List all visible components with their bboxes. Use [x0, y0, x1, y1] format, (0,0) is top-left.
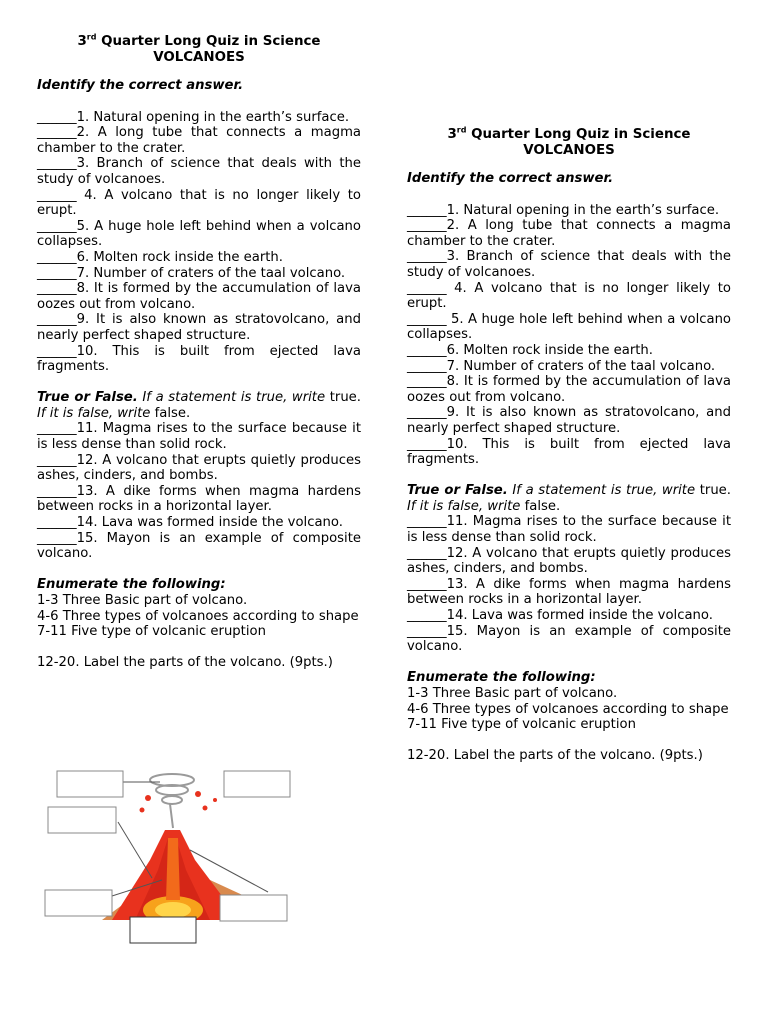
title-text: Quarter Long Quiz in Science	[96, 34, 321, 49]
quiz-column-right	[407, 127, 731, 764]
question-item: ______14. Lava was formed inside the volcano.	[407, 608, 713, 624]
true-false-instructions	[37, 390, 361, 421]
magma-core	[155, 902, 191, 918]
vent-conduit	[166, 838, 180, 900]
true-false-list	[407, 514, 731, 654]
tf-instruction-part: If a statement is true, write	[137, 390, 330, 406]
question-item: ______3. Branch of science that deals with the study of volcanoes.	[37, 156, 361, 187]
title-number: 3	[77, 34, 87, 49]
question-item: ______9. It is also known as stratovolcano, and nearly perfect shaped structure.	[37, 312, 361, 343]
quiz-title	[407, 127, 731, 143]
title-text: Quarter Long Quiz in Science	[466, 127, 691, 142]
question-item: ______14. Lava was formed inside the volcano.	[37, 515, 343, 531]
true-false-list	[37, 421, 361, 561]
question-item: ______15. Mayon is an example of composite volcano.	[407, 623, 731, 655]
tf-word-true: true.	[699, 483, 731, 499]
question-item: ______6. Molten rock inside the earth.	[37, 249, 283, 265]
enumerate-item: 7-11 Five type of volcanic eruption	[37, 624, 266, 640]
identify-heading: Identify the correct answer.	[37, 78, 244, 93]
label-box[interactable]	[220, 895, 287, 921]
label-box[interactable]	[224, 771, 290, 797]
identify-list	[407, 203, 731, 468]
tf-instruction-part: If it is false, write	[37, 405, 155, 421]
quiz-subtitle: VOLCANOES	[153, 50, 245, 65]
quiz-column-left	[37, 34, 361, 671]
true-false-heading: True or False.	[407, 483, 508, 499]
tf-word-false: false.	[524, 498, 561, 514]
label-box[interactable]	[57, 771, 123, 797]
label-box[interactable]	[48, 807, 116, 833]
title-number: 3	[447, 127, 457, 142]
tf-instruction-part: If it is false, write	[407, 498, 525, 514]
volcano-diagram	[40, 760, 300, 950]
question-item: ______8. It is formed by the accumulation of lava oozes out from volcano.	[407, 374, 731, 405]
enumerate-item: 4-6 Three types of volcanoes according to shape	[37, 608, 359, 624]
question-item: ______11. Magma rises to the surface because it is less dense than solid rock.	[407, 514, 731, 546]
question-item: ______2. A long tube that connects a magma chamber to the crater.	[407, 218, 731, 249]
label-instruction: 12-20. Label the parts of the volcano. (9pts.)	[37, 655, 333, 671]
enumerate-item: 1-3 Three Basic part of volcano.	[37, 593, 248, 608]
enumerate-item: 1-3 Three Basic part of volcano.	[407, 686, 618, 701]
question-item: ______ 5. A huge hole left behind when a volcano collapses.	[407, 311, 731, 343]
identify-heading: Identify the correct answer.	[407, 171, 614, 186]
question-item: ______7. Number of craters of the taal volcano.	[407, 358, 716, 374]
question-item: ______ 4. A volcano that is no longer likely to erupt.	[37, 187, 361, 219]
question-item: ______13. A dike forms when magma hardens between rocks in a horizontal layer.	[407, 576, 731, 608]
question-item: ______8. It is formed by the accumulation of lava oozes out from volcano.	[37, 281, 361, 312]
true-false-heading: True or False.	[37, 390, 138, 406]
identify-list	[37, 110, 361, 375]
enumerate-heading: Enumerate the following:	[407, 670, 596, 686]
enumerate-item: 7-11 Five type of volcanic eruption	[407, 717, 636, 733]
title-ordinal: rd	[86, 32, 97, 42]
enumerate-list	[37, 593, 361, 640]
question-item: ______3. Branch of science that deals with the study of volcanoes.	[407, 249, 731, 280]
question-item: ______9. It is also known as stratovolcano, and nearly perfect shaped structure.	[407, 405, 731, 436]
question-item: ______12. A volcano that erupts quietly produces ashes, cinders, and bombs.	[37, 452, 361, 484]
question-item: ______10. This is built from ejected lava fragments.	[37, 343, 361, 375]
question-item: ______15. Mayon is an example of composite volcano.	[37, 530, 361, 562]
question-item: ______7. Number of craters of the taal volcano.	[37, 265, 346, 281]
enumerate-heading: Enumerate the following:	[37, 577, 226, 593]
label-instruction: 12-20. Label the parts of the volcano. (9pts.)	[407, 748, 703, 764]
title-ordinal: rd	[456, 125, 467, 135]
question-item: ______ 4. A volcano that is no longer likely to erupt.	[407, 280, 731, 312]
question-item: ______2. A long tube that connects a magma chamber to the crater.	[37, 125, 361, 156]
true-false-instructions	[407, 483, 731, 514]
enumerate-list	[407, 686, 731, 733]
tf-instruction-part: If a statement is true, write	[507, 483, 700, 499]
question-item: ______5. A huge hole left behind when a volcano collapses.	[37, 218, 361, 250]
quiz-title	[37, 34, 361, 50]
question-item: ______13. A dike forms when magma hardens between rocks in a horizontal layer.	[37, 483, 361, 515]
label-box[interactable]	[45, 890, 112, 916]
label-box[interactable]	[130, 917, 196, 943]
quiz-subtitle: VOLCANOES	[523, 143, 615, 158]
tf-word-true: true.	[329, 390, 361, 406]
question-item: ______1. Natural opening in the earth’s surface.	[37, 109, 350, 125]
question-item: ______6. Molten rock inside the earth.	[407, 342, 653, 358]
enumerate-item: 4-6 Three types of volcanoes according to shape	[407, 701, 729, 717]
question-item: ______10. This is built from ejected lava fragments.	[407, 436, 731, 468]
question-item: ______11. Magma rises to the surface because it is less dense than solid rock.	[37, 421, 361, 453]
question-item: ______1. Natural opening in the earth’s surface.	[407, 202, 720, 218]
question-item: ______12. A volcano that erupts quietly produces ashes, cinders, and bombs.	[407, 545, 731, 577]
tf-word-false: false.	[154, 405, 191, 421]
